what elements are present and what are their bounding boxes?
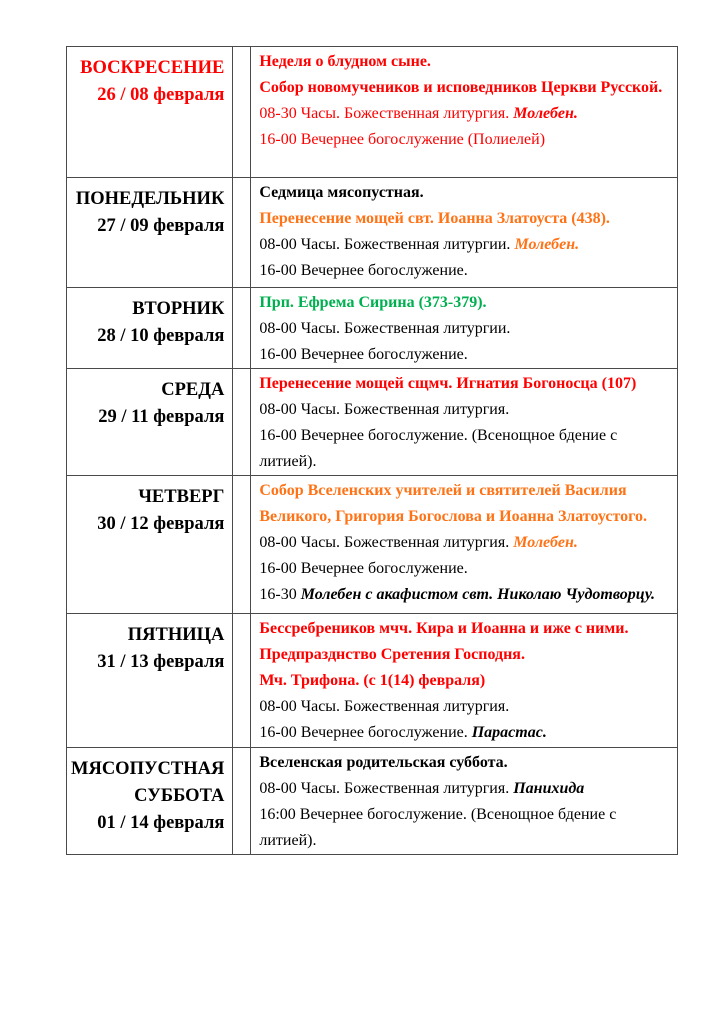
table-row: [67, 369, 678, 476]
table-row: [67, 288, 678, 369]
schedule-text-segment: Вселенская родительская суббота.: [259, 754, 508, 771]
day-line: 26 / 08 февраля: [97, 85, 225, 105]
schedule-text-segment: Предпразднство Сретения Господня.: [259, 646, 525, 663]
schedule-text-segment: 16:00 Вечернее богослужение. (Всенощное бдение с литией).: [259, 806, 617, 849]
schedule-line: [259, 397, 673, 423]
spacer-cell: [233, 369, 251, 476]
table-row: [67, 476, 678, 614]
schedule-line: [259, 720, 673, 746]
schedule-text-segment: Бессребреников мчч. Кира и Иоанна и иже с ними.: [259, 620, 629, 637]
schedule-line: [259, 316, 673, 342]
spacer-cell: [233, 178, 251, 288]
schedule-line: [259, 342, 673, 368]
day-cell: [67, 369, 233, 476]
schedule-text-segment: 08-00 Часы. Божественная литургия.: [259, 401, 510, 418]
day-line: 28 / 10 февраля: [97, 326, 225, 346]
details-cell: [251, 369, 678, 476]
schedule-line: [259, 802, 673, 854]
schedule-text-segment: Молебен.: [513, 105, 578, 122]
schedule-text-segment: Молебен.: [513, 534, 578, 551]
schedule-text-segment: 08-00 Часы. Божественная литургия.: [259, 534, 514, 551]
schedule-text-segment: 08-00 Часы. Божественная литургия.: [259, 698, 510, 715]
schedule-line: [259, 750, 673, 776]
schedule-line: [259, 49, 673, 75]
schedule-table: [66, 46, 678, 855]
schedule-text-segment: Перенесение мощей свт. Иоанна Златоуста (438).: [259, 210, 610, 227]
schedule-text-segment: Прп. Ефрема Сирина (373-379).: [259, 294, 487, 311]
day-line: СУББОТА: [134, 786, 225, 806]
day-cell: [67, 47, 233, 178]
schedule-text-segment: 16-00 Вечернее богослужение.: [259, 346, 468, 363]
day-line: 30 / 12 февраля: [97, 514, 225, 534]
schedule-line: [259, 371, 673, 397]
details-cell: [251, 748, 678, 855]
details-cell: [251, 288, 678, 369]
schedule-line: [259, 556, 673, 582]
schedule-line: [259, 423, 673, 475]
schedule-text-segment: Мч. Трифона. (с 1(14) февраля): [259, 672, 486, 689]
details-cell: [251, 614, 678, 748]
day-line: СРЕДА: [161, 380, 225, 400]
day-line: 27 / 09 февраля: [97, 216, 225, 236]
table-row: [67, 178, 678, 288]
schedule-text-segment: Молебен с акафистом свт. Николаю Чудотворцу.: [300, 586, 655, 603]
schedule-line: [259, 642, 673, 668]
schedule-text-segment: Перенесение мощей сщмч. Игнатия Богоносца (107): [259, 375, 637, 392]
schedule-text-segment: 16-00 Вечернее богослужение.: [259, 560, 468, 577]
schedule-line: [259, 290, 673, 316]
details-cell: [251, 178, 678, 288]
schedule-text-segment: Седмица мясопустная.: [259, 184, 424, 201]
schedule-line: [259, 75, 673, 101]
spacer-cell: [233, 288, 251, 369]
schedule-line: [259, 101, 673, 127]
day-line: 31 / 13 февраля: [97, 652, 225, 672]
schedule-text-segment: 16-30: [259, 586, 301, 603]
schedule-line: [259, 776, 673, 802]
schedule-table-body: [67, 47, 678, 855]
day-cell: [67, 178, 233, 288]
schedule-line: [259, 127, 673, 153]
spacer-cell: [233, 47, 251, 178]
day-line: ВТОРНИК: [132, 299, 225, 319]
schedule-text-segment: Панихида: [513, 780, 585, 797]
schedule-line: [259, 180, 673, 206]
schedule-text-segment: Собор новомучеников и исповедников Церкви Русской.: [259, 79, 663, 96]
schedule-text-segment: 08-00 Часы. Божественная литургия.: [259, 780, 514, 797]
schedule-line: [259, 478, 673, 530]
schedule-line: [259, 582, 673, 608]
day-cell: [67, 288, 233, 369]
day-line: 01 / 14 февраля: [97, 813, 225, 833]
schedule-text-segment: Молебен.: [514, 236, 580, 253]
schedule-text-segment: 16-00 Вечернее богослужение. (Всенощное бдение с литией).: [259, 427, 618, 470]
schedule-line: [259, 258, 673, 284]
schedule-line: [259, 530, 673, 556]
schedule-text-segment: 08-30 Часы. Божественная литургия.: [259, 105, 514, 122]
day-line: ЧЕТВЕРГ: [138, 487, 225, 507]
spacer-cell: [233, 748, 251, 855]
schedule-line: [259, 694, 673, 720]
schedule-text-segment: Собор Вселенских учителей и святителей Василия Великого, Григория Богослова и Иоанна Златоустого.: [259, 482, 647, 525]
schedule-text-segment: 08-00 Часы. Божественная литургии.: [259, 320, 511, 337]
spacer-cell: [233, 476, 251, 614]
day-line: ВОСКРЕСЕНИЕ: [80, 58, 225, 78]
day-cell: [67, 476, 233, 614]
schedule-line: [259, 616, 673, 642]
day-line: МЯСОПУСТНАЯ: [71, 759, 225, 779]
day-cell: [67, 614, 233, 748]
schedule-text-segment: Неделя о блудном сыне.: [259, 53, 431, 70]
details-cell: [251, 47, 678, 178]
schedule-line: [259, 232, 673, 258]
day-line: 29 / 11 февраля: [98, 407, 225, 427]
schedule-text-segment: 08-00 Часы. Божественная литургии.: [259, 236, 515, 253]
schedule-text-segment: Парастас.: [471, 724, 547, 741]
schedule-text-segment: 16-00 Вечернее богослужение (Полиелей): [259, 131, 546, 148]
day-line: ПОНЕДЕЛЬНИК: [75, 189, 225, 209]
details-cell: [251, 476, 678, 614]
table-row: [67, 614, 678, 748]
schedule-line: [259, 206, 673, 232]
day-cell: [67, 748, 233, 855]
schedule-line: [259, 668, 673, 694]
table-row: [67, 47, 678, 178]
spacer-cell: [233, 614, 251, 748]
schedule-text-segment: 16-00 Вечернее богослужение.: [259, 724, 472, 741]
schedule-text-segment: 16-00 Вечернее богослужение.: [259, 262, 468, 279]
table-row: [67, 748, 678, 855]
day-line: ПЯТНИЦА: [127, 625, 225, 645]
